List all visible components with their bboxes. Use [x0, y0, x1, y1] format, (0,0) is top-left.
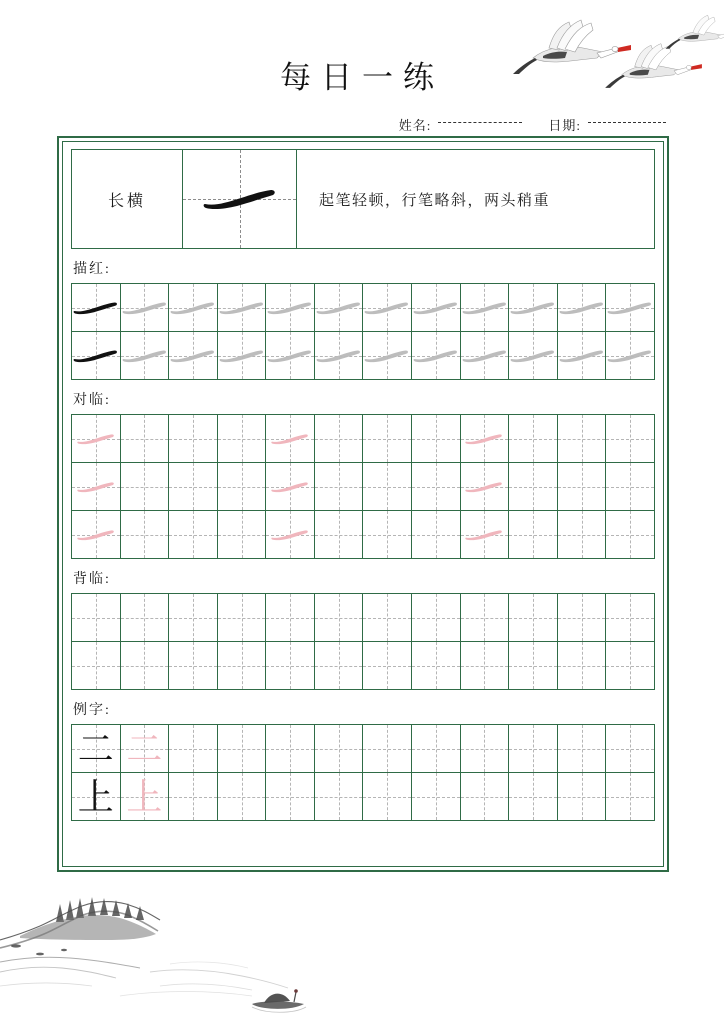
cell-horizontal-guide [169, 535, 217, 536]
cell-horizontal-guide [461, 666, 509, 667]
cell-horizontal-guide [558, 749, 606, 750]
grid-cell[interactable] [266, 332, 315, 380]
cell-horizontal-guide [412, 749, 460, 750]
grid-cell[interactable] [315, 415, 364, 463]
long-horizontal-stroke-icon [412, 297, 460, 319]
cell-horizontal-guide [363, 666, 411, 667]
cell-horizontal-guide [121, 487, 169, 488]
cell-horizontal-guide [558, 618, 606, 619]
cell-horizontal-guide [363, 618, 411, 619]
grid-cell[interactable] [412, 415, 461, 463]
cell-horizontal-guide [218, 535, 266, 536]
grid-cell[interactable] [558, 773, 607, 821]
grid-cell[interactable] [461, 463, 510, 511]
long-horizontal-stroke-icon [218, 297, 266, 319]
stroke-glyph [183, 150, 296, 248]
cell-horizontal-guide [606, 487, 654, 488]
practice-grid-duilin [71, 414, 655, 559]
long-horizontal-stroke-icon [606, 297, 654, 319]
long-horizontal-stroke-icon [558, 297, 606, 319]
cell-horizontal-guide [169, 797, 217, 798]
grid-cell[interactable] [169, 463, 218, 511]
practice-grid-miaohong [71, 283, 655, 380]
grid-cell[interactable] [412, 332, 461, 380]
long-horizontal-stroke-icon [412, 345, 460, 367]
cell-horizontal-guide [72, 666, 120, 667]
grid-cell[interactable] [558, 725, 607, 773]
grid-cell[interactable] [218, 332, 267, 380]
grid-cell[interactable] [169, 332, 218, 380]
grid-cell[interactable] [363, 463, 412, 511]
guide-stroke [461, 463, 509, 510]
grid-cell[interactable] [606, 725, 655, 773]
cell-horizontal-guide [509, 618, 557, 619]
grid-cell[interactable] [412, 463, 461, 511]
grid-cell[interactable] [169, 415, 218, 463]
grid-cell[interactable] [412, 594, 461, 642]
long-horizontal-stroke-icon [509, 345, 557, 367]
grid-cell[interactable] [169, 511, 218, 559]
grid-cell[interactable] [509, 332, 558, 380]
cell-horizontal-guide [412, 666, 460, 667]
grid-cell[interactable] [606, 332, 655, 380]
name-input[interactable] [438, 121, 522, 123]
cell-horizontal-guide [72, 618, 120, 619]
grid-cell[interactable] [121, 594, 170, 642]
long-horizontal-stroke-icon [606, 345, 654, 367]
practice-grid-lizi [71, 724, 655, 821]
ghost-stroke [121, 284, 169, 331]
practice-sections [71, 258, 655, 821]
grid-cell[interactable] [363, 594, 412, 642]
ghost-stroke [363, 284, 411, 331]
grid-cell[interactable] [121, 284, 170, 332]
grid-cell[interactable] [72, 284, 121, 332]
grid-cell[interactable] [266, 594, 315, 642]
long-horizontal-stroke-icon [270, 478, 310, 496]
grid-cell[interactable] [606, 415, 655, 463]
grid-cell[interactable] [606, 511, 655, 559]
cell-horizontal-guide [412, 487, 460, 488]
guide-stroke [266, 511, 314, 558]
long-horizontal-stroke-icon [169, 345, 217, 367]
page-title: 每日一练 [280, 60, 444, 95]
cell-horizontal-guide [266, 797, 314, 798]
grid-cell[interactable] [509, 415, 558, 463]
guide-stroke [461, 511, 509, 558]
grid-cell[interactable] [461, 284, 510, 332]
cell-horizontal-guide [509, 439, 557, 440]
section-label-duilin: 对临: [73, 393, 111, 408]
ghost-stroke [266, 284, 314, 331]
grid-cell[interactable] [121, 332, 170, 380]
ghost-stroke [121, 332, 169, 379]
cell-horizontal-guide [509, 666, 557, 667]
cell-horizontal-guide [606, 618, 654, 619]
name-label: 姓名: [398, 117, 432, 133]
grid-cell[interactable] [558, 594, 607, 642]
grid-cell[interactable] [169, 725, 218, 773]
long-horizontal-stroke-icon [266, 345, 314, 367]
grid-cell[interactable] [558, 463, 607, 511]
grid-cell[interactable] [315, 642, 364, 690]
long-horizontal-stroke-icon [76, 478, 116, 496]
example-character: 二 [77, 728, 114, 769]
long-horizontal-stroke-icon [464, 478, 504, 496]
cell-horizontal-guide [169, 618, 217, 619]
grid-cell[interactable] [315, 773, 364, 821]
grid-cell[interactable] [363, 284, 412, 332]
grid-cell[interactable] [606, 594, 655, 642]
grid-cell[interactable] [461, 642, 510, 690]
grid-cell[interactable] [461, 511, 510, 559]
cell-horizontal-guide [121, 535, 169, 536]
ink-wash-landscape-icon [0, 876, 400, 1024]
cell-horizontal-guide [266, 618, 314, 619]
long-horizontal-stroke-icon [76, 430, 116, 448]
grid-cell[interactable] [72, 463, 121, 511]
grid-cell[interactable] [509, 773, 558, 821]
grid-cell[interactable] [121, 415, 170, 463]
grid-cell[interactable] [606, 642, 655, 690]
cell-horizontal-guide [315, 666, 363, 667]
section-label-lizi: 例字: [73, 703, 111, 718]
grid-cell[interactable] [412, 642, 461, 690]
cell-horizontal-guide [509, 535, 557, 536]
cell-horizontal-guide [315, 749, 363, 750]
date-input[interactable] [588, 121, 666, 123]
grid-cell[interactable] [606, 463, 655, 511]
grid-cell[interactable] [363, 642, 412, 690]
long-horizontal-stroke-icon [218, 345, 266, 367]
cell-horizontal-guide [121, 666, 169, 667]
ghost-stroke [363, 332, 411, 379]
long-horizontal-stroke-icon [509, 297, 557, 319]
ghost-stroke [412, 332, 460, 379]
grid-cell[interactable] [315, 511, 364, 559]
grid-cell[interactable] [558, 415, 607, 463]
section-label-miaohong: 描红: [73, 262, 111, 277]
ghost-stroke [509, 332, 557, 379]
grid-cell[interactable] [509, 463, 558, 511]
long-horizontal-stroke-icon [558, 345, 606, 367]
grid-cell[interactable] [461, 725, 510, 773]
grid-cell[interactable] [606, 773, 655, 821]
ghost-stroke [606, 332, 654, 379]
cell-horizontal-guide [266, 666, 314, 667]
long-horizontal-stroke-icon [464, 526, 504, 544]
grid-cell[interactable] [169, 284, 218, 332]
long-horizontal-stroke-icon [76, 526, 116, 544]
section-label-beilin: 背临: [73, 572, 111, 587]
stroke-description: 起笔轻顿，行笔略斜，两头稍重 [319, 192, 551, 209]
model-stroke [72, 332, 120, 379]
long-horizontal-stroke-icon [464, 430, 504, 448]
grid-cell[interactable] [218, 284, 267, 332]
long-horizontal-stroke-icon [461, 345, 509, 367]
cell-horizontal-guide [169, 439, 217, 440]
grid-cell[interactable] [266, 773, 315, 821]
grid-cell[interactable] [509, 594, 558, 642]
stroke-info-box [71, 149, 655, 249]
example-character-trace: 上 [126, 776, 163, 817]
grid-cell[interactable] [315, 594, 364, 642]
grid-cell[interactable] [72, 594, 121, 642]
long-horizontal-stroke-icon [461, 297, 509, 319]
cell-horizontal-guide [558, 535, 606, 536]
grid-cell[interactable] [218, 725, 267, 773]
ghost-stroke [315, 284, 363, 331]
example-character: 上 [77, 776, 114, 817]
grid-cell[interactable] [558, 642, 607, 690]
cell-horizontal-guide [363, 797, 411, 798]
cell-horizontal-guide [218, 487, 266, 488]
grid-cell[interactable] [558, 332, 607, 380]
ghost-stroke [169, 284, 217, 331]
grid-cell[interactable] [461, 332, 510, 380]
grid-cell[interactable] [266, 725, 315, 773]
grid-cell[interactable] [412, 773, 461, 821]
long-horizontal-stroke-icon [270, 430, 310, 448]
grid-cell[interactable] [266, 511, 315, 559]
long-horizontal-stroke-icon [315, 345, 363, 367]
grid-cell[interactable] [315, 332, 364, 380]
grid-cell[interactable] [218, 463, 267, 511]
guide-stroke [461, 415, 509, 462]
cell-horizontal-guide [412, 439, 460, 440]
grid-cell[interactable] [72, 511, 121, 559]
cell-horizontal-guide [461, 797, 509, 798]
ghost-stroke [461, 284, 509, 331]
ghost-stroke [461, 332, 509, 379]
grid-cell[interactable] [169, 642, 218, 690]
grid-cell[interactable] [72, 415, 121, 463]
grid-cell[interactable] [412, 284, 461, 332]
ghost-stroke [218, 284, 266, 331]
ghost-stroke [412, 284, 460, 331]
ghost-stroke [169, 332, 217, 379]
cell-horizontal-guide [169, 749, 217, 750]
date-label: 日期: [548, 117, 581, 133]
grid-cell[interactable] [558, 511, 607, 559]
worksheet-inner [62, 141, 664, 867]
grid-cell[interactable] [266, 284, 315, 332]
grid-cell[interactable] [509, 284, 558, 332]
ghost-stroke [606, 284, 654, 331]
cell-horizontal-guide [315, 487, 363, 488]
grid-cell[interactable] [266, 415, 315, 463]
grid-cell[interactable] [363, 725, 412, 773]
ghost-stroke [266, 332, 314, 379]
cell-horizontal-guide [412, 618, 460, 619]
ghost-stroke [509, 284, 557, 331]
cell-horizontal-guide [121, 439, 169, 440]
cell-horizontal-guide [218, 439, 266, 440]
cell-horizontal-guide [509, 487, 557, 488]
grid-cell[interactable] [315, 284, 364, 332]
grid-cell[interactable] [266, 463, 315, 511]
grid-cell[interactable] [315, 463, 364, 511]
cell-horizontal-guide [169, 487, 217, 488]
cell-horizontal-guide [315, 535, 363, 536]
grid-cell[interactable] [461, 415, 510, 463]
ghost-stroke [218, 332, 266, 379]
stroke-name: 长横 [72, 150, 183, 248]
cell-horizontal-guide [121, 618, 169, 619]
cell-horizontal-guide [169, 666, 217, 667]
grid-cell[interactable] [315, 725, 364, 773]
cell-horizontal-guide [606, 666, 654, 667]
cell-horizontal-guide [315, 439, 363, 440]
guide-stroke [72, 511, 120, 558]
grid-cell[interactable] [218, 594, 267, 642]
cell-horizontal-guide [363, 439, 411, 440]
grid-cell[interactable] [461, 773, 510, 821]
cell-horizontal-guide [218, 666, 266, 667]
guide-stroke [72, 463, 120, 510]
cell-horizontal-guide [315, 618, 363, 619]
long-horizontal-stroke-icon [201, 182, 279, 216]
ghost-stroke [558, 284, 606, 331]
long-horizontal-stroke-icon [363, 297, 411, 319]
long-horizontal-stroke-icon [270, 526, 310, 544]
cell-horizontal-guide [606, 797, 654, 798]
cell-horizontal-guide [558, 487, 606, 488]
grid-cell[interactable] [266, 642, 315, 690]
grid-cell[interactable] [606, 284, 655, 332]
grid-cell[interactable] [218, 642, 267, 690]
long-horizontal-stroke-icon [315, 297, 363, 319]
cell-horizontal-guide [218, 618, 266, 619]
grid-cell[interactable] [461, 594, 510, 642]
cell-horizontal-guide [218, 797, 266, 798]
cell-horizontal-guide [558, 439, 606, 440]
grid-cell[interactable] [121, 773, 170, 821]
grid-cell[interactable] [363, 332, 412, 380]
practice-grid-beilin [71, 593, 655, 690]
grid-cell[interactable] [558, 284, 607, 332]
guide-stroke [72, 415, 120, 462]
grid-cell[interactable] [169, 594, 218, 642]
cell-horizontal-guide [606, 535, 654, 536]
long-horizontal-stroke-icon [121, 345, 169, 367]
cell-horizontal-guide [412, 797, 460, 798]
long-horizontal-stroke-icon [72, 297, 120, 319]
grid-cell[interactable] [509, 725, 558, 773]
cell-horizontal-guide [606, 439, 654, 440]
grid-cell[interactable] [363, 415, 412, 463]
grid-cell[interactable] [509, 642, 558, 690]
cell-horizontal-guide [461, 749, 509, 750]
long-horizontal-stroke-icon [266, 297, 314, 319]
cell-horizontal-guide [363, 749, 411, 750]
grid-cell[interactable] [121, 642, 170, 690]
ghost-stroke [558, 332, 606, 379]
stroke-demo-cell [183, 150, 297, 248]
grid-cell[interactable] [121, 511, 170, 559]
long-horizontal-stroke-icon [72, 345, 120, 367]
grid-cell[interactable] [412, 511, 461, 559]
guide-stroke [266, 463, 314, 510]
cell-horizontal-guide [509, 797, 557, 798]
grid-cell[interactable] [72, 332, 121, 380]
cell-horizontal-guide [363, 487, 411, 488]
cell-horizontal-guide [558, 797, 606, 798]
cell-horizontal-guide [218, 749, 266, 750]
cell-horizontal-guide [412, 535, 460, 536]
cell-horizontal-guide [558, 666, 606, 667]
ghost-stroke [315, 332, 363, 379]
cell-horizontal-guide [363, 535, 411, 536]
grid-cell[interactable] [121, 463, 170, 511]
grid-cell[interactable] [72, 642, 121, 690]
grid-cell[interactable] [218, 773, 267, 821]
grid-cell[interactable] [218, 415, 267, 463]
model-stroke [72, 284, 120, 331]
meta-row [0, 113, 724, 135]
grid-cell[interactable] [412, 725, 461, 773]
long-horizontal-stroke-icon [121, 297, 169, 319]
grid-cell[interactable] [72, 725, 121, 773]
cell-horizontal-guide [461, 618, 509, 619]
grid-cell[interactable] [169, 773, 218, 821]
grid-cell[interactable] [363, 511, 412, 559]
cell-horizontal-guide [266, 749, 314, 750]
grid-cell[interactable] [72, 773, 121, 821]
long-horizontal-stroke-icon [169, 297, 217, 319]
cell-horizontal-guide [606, 749, 654, 750]
grid-cell[interactable] [363, 773, 412, 821]
worksheet-frame [57, 136, 669, 872]
grid-cell[interactable] [509, 511, 558, 559]
grid-cell[interactable] [218, 511, 267, 559]
example-character-trace: 二 [126, 728, 163, 769]
long-horizontal-stroke-icon [363, 345, 411, 367]
cell-horizontal-guide [315, 797, 363, 798]
grid-cell[interactable] [121, 725, 170, 773]
cell-horizontal-guide [509, 749, 557, 750]
guide-stroke [266, 415, 314, 462]
